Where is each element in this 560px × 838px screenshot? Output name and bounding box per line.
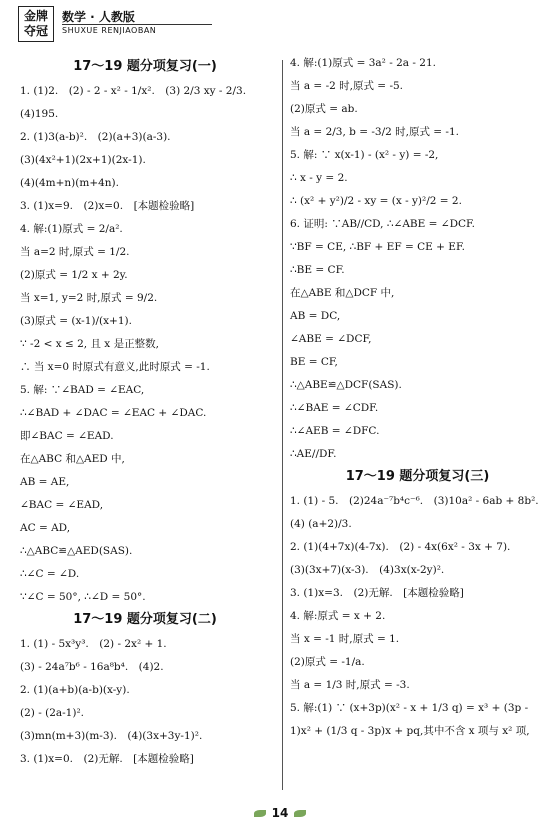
answer-line: ∴BE = CF. — [290, 264, 345, 276]
answer-line: 2. (1)3(a-b)². (2)(a+3)(a-3). — [20, 131, 171, 143]
answer-line: (4) (a+2)/3. — [290, 518, 352, 530]
book-title: 数学 · 人教版 — [62, 10, 135, 24]
answer-line: ∴ (x² + y²)/2 - xy = (x - y)²/2 = 2. — [290, 195, 462, 207]
answer-line: (2) - (2a-1)². — [20, 707, 85, 719]
leaf-left-icon — [254, 810, 266, 817]
page-header — [18, 6, 558, 40]
answer-line: 当 a = 2/3, b = -3/2 时,原式 = -1. — [290, 126, 459, 138]
logo-line-1: 金牌 — [23, 9, 48, 23]
answer-line: 2. (1)(a+b)(a-b)(x-y). — [20, 684, 130, 696]
section-2-answers-continued — [290, 56, 545, 461]
header-divider — [62, 24, 212, 25]
book-subtitle: SHUXUE RENJIAOBAN — [62, 26, 157, 35]
answer-line: 2. (1)(4+7x)(4-7x). (2) - 4x(6x² - 3x + 7). — [290, 541, 511, 553]
answer-line: 5. 解: ∵∠BAD = ∠EAC, — [20, 384, 145, 396]
answer-line: 当 x = -1 时,原式 = 1. — [290, 633, 400, 645]
answer-line: ∴ 当 x=0 时原式有意义,此时原式 = -1. — [20, 361, 210, 373]
answer-line: ∴AE//DF. — [290, 448, 337, 460]
answer-line: (4)(4m+n)(m+4n). — [20, 177, 119, 189]
answer-line: 4. 解:原式 = x + 2. — [290, 610, 386, 622]
answer-line: (4)195. — [20, 108, 59, 120]
answer-line: 即∠BAC = ∠EAD. — [20, 430, 114, 442]
answer-line: 1. (1) - 5x³y³. (2) - 2x² + 1. — [20, 638, 167, 650]
answer-line: 3. (1)x=9. (2)x=0. [本题检验略] — [20, 200, 195, 212]
brand-logo — [18, 6, 54, 42]
answer-line: ∠BAC = ∠EAD, — [20, 499, 104, 511]
answer-line: (2)原式 = ab. — [290, 103, 358, 115]
answer-line: 1. (1) - 5. (2)24a⁻⁷b⁴c⁻⁶. (3)10a² - 6ab + 8b². — [290, 495, 539, 507]
section-title-2: 17～19 题分项复习(二) — [73, 612, 217, 627]
logo-line-2: 夺冠 — [23, 24, 48, 38]
section-title-1: 17～19 题分项复习(一) — [73, 59, 217, 74]
leaf-right-icon — [294, 810, 306, 817]
answer-line: BE = CF, — [290, 356, 338, 368]
section-1-answers — [20, 84, 270, 604]
answer-line: ∵ -2 < x ≤ 2, 且 x 是正整数, — [20, 338, 159, 350]
answer-line: (3) - 24a⁷b⁶ - 16a⁸b⁴. (4)2. — [20, 661, 164, 673]
page-number — [0, 806, 560, 820]
answer-line: (2)原式 = 1/2 x + 2y. — [20, 269, 128, 281]
answer-line: AB = DC, — [290, 310, 341, 322]
answer-line: (3)(4x²+1)(2x+1)(2x-1). — [20, 154, 146, 166]
answer-line: AB = AE, — [20, 476, 70, 488]
answer-line: 6. 证明: ∵AB//CD, ∴∠ABE = ∠DCF. — [290, 218, 476, 230]
answer-line: ∴ x - y = 2. — [290, 172, 348, 184]
section-title-3: 17～19 题分项复习(三) — [345, 469, 490, 484]
answer-line: ∵∠C = 50°, ∴∠D = 50°. — [20, 591, 146, 603]
answer-line: (3)(3x+7)(x-3). (4)3x(x-2y)². — [290, 564, 445, 576]
right-column — [290, 56, 545, 747]
answer-line: ∴∠BAD + ∠DAC = ∠EAC + ∠DAC. — [20, 407, 207, 419]
answer-line: ∴∠BAE = ∠CDF. — [290, 402, 379, 414]
answer-line: ∴∠C = ∠D. — [20, 568, 80, 580]
answer-line: AC = AD, — [20, 522, 71, 534]
answer-line: 4. 解:(1)原式 = 2/a². — [20, 223, 123, 235]
answer-line: ∴△ABC≌△AED(SAS). — [20, 545, 133, 557]
answer-line: (3)原式 = (x-1)/(x+1). — [20, 315, 132, 327]
answer-line: 5. 解:(1) ∵ (x+3p)(x² - x + 1/3 q) = x³ + (3p - — [290, 702, 529, 714]
answer-line: 1)x² + (1/3 q - 3p)x + pq,其中不含 x 项与 x² 项, — [290, 725, 530, 737]
answer-line: ∴∠AEB = ∠DFC. — [290, 425, 380, 437]
answer-line: 当 a=2 时,原式 = 1/2. — [20, 246, 130, 258]
answer-line: 5. 解: ∵ x(x-1) - (x² - y) = -2, — [290, 149, 439, 161]
answer-line: ∵BF = CE, ∴BF + EF = CE + EF. — [290, 241, 465, 253]
column-divider — [282, 60, 283, 790]
answer-line: 1. (1)2. (2) - 2 - x² - 1/x². (3) 2/3 xy - 2/3. — [20, 85, 247, 97]
answer-line: 4. 解:(1)原式 = 3a² - 2a - 21. — [290, 57, 436, 69]
answer-line: ∴△ABE≌△DCF(SAS). — [290, 379, 402, 391]
section-2-answers — [20, 637, 270, 766]
answer-line: 在△ABC 和△AED 中, — [20, 453, 125, 465]
answer-line: 3. (1)x=3. (2)无解. [本题检验略] — [290, 587, 464, 599]
answer-line: 当 a = -2 时,原式 = -5. — [290, 80, 404, 92]
answer-line: 当 x=1, y=2 时,原式 = 9/2. — [20, 292, 158, 304]
left-column — [20, 56, 270, 775]
answer-line: (2)原式 = -1/a. — [290, 656, 365, 668]
answer-line: ∠ABE = ∠DCF, — [290, 333, 372, 345]
page-number-text: 14 — [271, 806, 289, 820]
answer-line: (3)mn(m+3)(m-3). (4)(3x+3y-1)². — [20, 730, 203, 742]
answer-line: 当 a = 1/3 时,原式 = -3. — [290, 679, 410, 691]
answer-line: 3. (1)x=0. (2)无解. [本题检验略] — [20, 753, 194, 765]
section-3-answers — [290, 494, 545, 738]
answer-line: 在△ABE 和△DCF 中, — [290, 287, 395, 299]
